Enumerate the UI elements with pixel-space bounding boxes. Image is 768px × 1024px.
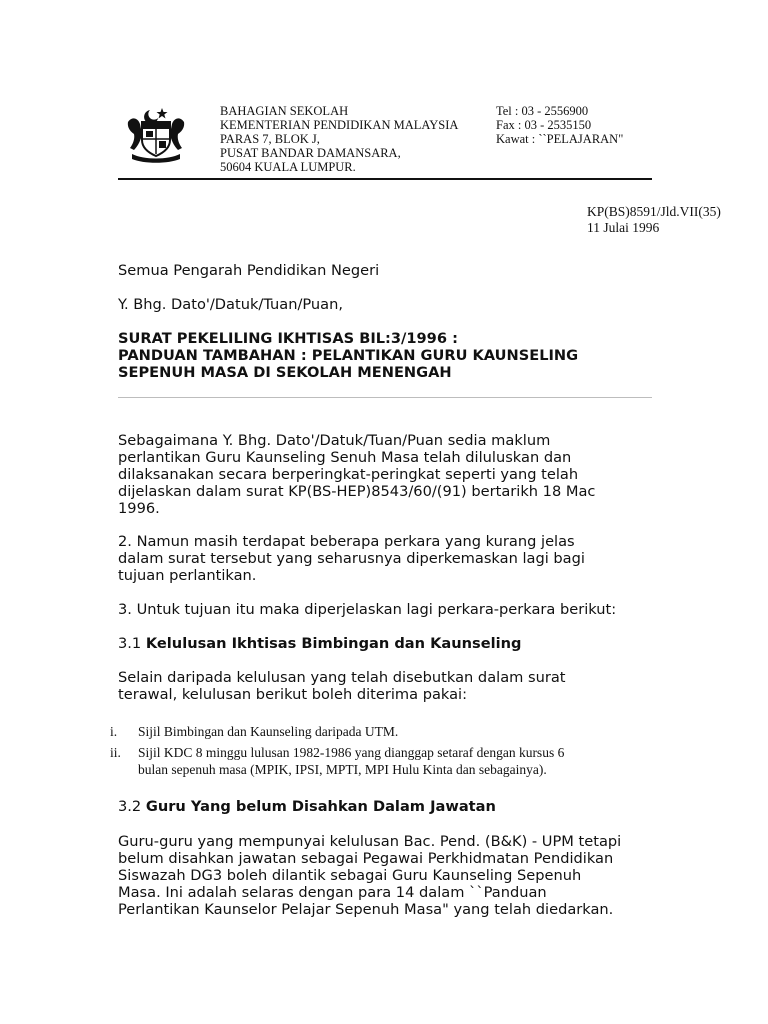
address-line: KEMENTERIAN PENDIDIKAN MALAYSIA — [220, 118, 459, 132]
paragraph-line: belum disahkan jawatan sebagai Pegawai Perkhidmatan Pendidikan — [118, 850, 614, 867]
address-line: PARAS 7, BLOK J, — [220, 132, 320, 146]
list-item-text: bulan sepenuh masa (MPIK, IPSI, MPTI, MPI Hulu Kinta dan sebagainya). — [138, 762, 547, 777]
letterhead-contact — [496, 104, 623, 146]
subject-line: PANDUAN TAMBAHAN : PELANTIKAN GURU KAUNSELING — [118, 347, 579, 364]
paragraph-line: tujuan perlantikan. — [118, 567, 257, 584]
subject-heading — [118, 330, 578, 381]
letterhead-address — [220, 104, 458, 174]
contact-line: Fax : 03 - 2535150 — [496, 118, 592, 132]
section-3-2-text — [118, 833, 678, 918]
paragraph-line: Guru-guru yang mempunyai kelulusan Bac. Pend. (B&K) - UPM tetapi — [118, 833, 622, 850]
section-title: Kelulusan Ikhtisas Bimbingan dan Kaunseling — [145, 635, 522, 652]
paragraph-line: Siswazah DG3 boleh dilantik sebagai Guru Kaunseling Sepenuh — [118, 867, 582, 884]
list-item — [110, 723, 564, 740]
section-number: 3.1 — [118, 635, 142, 652]
paragraph-2 — [118, 533, 678, 584]
list-item-text: Sijil Bimbingan dan Kaunseling daripada UTM. — [138, 724, 399, 739]
section-3-1-text — [118, 669, 678, 703]
letter-date: 11 Julai 1996 — [587, 220, 660, 235]
paragraph-line: dilaksanakan secara berperingkat-peringkat seperti yang telah — [118, 466, 579, 483]
list-item-number: ii. — [110, 745, 121, 760]
subject-divider — [118, 397, 652, 398]
salutation — [118, 296, 678, 313]
recipient-text: Semua Pengarah Pendidikan Negeri — [118, 262, 380, 279]
paragraph-line: terawal, kelulusan berikut boleh diterima pakai: — [118, 686, 468, 703]
recipient — [118, 262, 678, 279]
paragraph-line: dalam surat tersebut yang seharusnya diperkemaskan lagi bagi — [118, 550, 585, 567]
contact-line: Tel : 03 - 2556900 — [496, 104, 589, 118]
qualification-list — [110, 723, 564, 782]
section-3-2-heading — [118, 798, 496, 815]
paragraph-3 — [118, 601, 678, 618]
address-line: BAHAGIAN SEKOLAH — [220, 104, 349, 118]
address-line: 50604 KUALA LUMPUR. — [220, 160, 356, 174]
reference-block — [587, 204, 721, 236]
section-title: Guru Yang belum Disahkan Dalam Jawatan — [145, 798, 496, 815]
list-item — [110, 744, 564, 778]
section-3-1-heading — [118, 635, 521, 652]
paragraph-line: dijelaskan dalam surat KP(BS-HEP)8543/60/(91) bertarikh 18 Mac — [118, 483, 596, 500]
letterhead-divider — [118, 178, 652, 180]
paragraph-line: perlantikan Guru Kaunseling Senuh Masa telah diluluskan dan — [118, 449, 572, 466]
section-number: 3.2 — [118, 798, 142, 815]
paragraph-line: 3. Untuk tujuan itu maka diperjelaskan lagi perkara-perkara berikut: — [118, 601, 617, 618]
paragraph-1 — [118, 432, 678, 517]
salutation-text: Y. Bhg. Dato'/Datuk/Tuan/Puan, — [118, 296, 343, 313]
paragraph-line: Selain daripada kelulusan yang telah disebutkan dalam surat — [118, 669, 566, 686]
paragraph-line: Perlantikan Kaunselor Pelajar Sepenuh Masa" yang telah diedarkan. — [118, 901, 614, 918]
list-item-number: i. — [110, 724, 118, 739]
paragraph-line: 1996. — [118, 500, 160, 517]
reference-number: KP(BS)8591/Jld.VII(35) — [587, 204, 721, 219]
paragraph-line: Sebagaimana Y. Bhg. Dato'/Datuk/Tuan/Puan sedia maklum — [118, 432, 551, 449]
contact-line: Kawat : ``PELAJARAN" — [496, 132, 624, 146]
address-line: PUSAT BANDAR DAMANSARA, — [220, 146, 401, 160]
paragraph-line: Masa. Ini adalah selaras dengan para 14 dalam ``Panduan — [118, 884, 547, 901]
malaysia-coat-of-arms-icon — [124, 104, 188, 164]
subject-line: SEPENUH MASA DI SEKOLAH MENENGAH — [118, 364, 452, 381]
subject-line: SURAT PEKELILING IKHTISAS BIL:3/1996 : — [118, 330, 458, 347]
list-item-text: Sijil KDC 8 minggu lulusan 1982-1986 yang dianggap setaraf dengan kursus 6 — [138, 745, 565, 760]
paragraph-line: 2. Namun masih terdapat beberapa perkara yang kurang jelas — [118, 533, 575, 550]
